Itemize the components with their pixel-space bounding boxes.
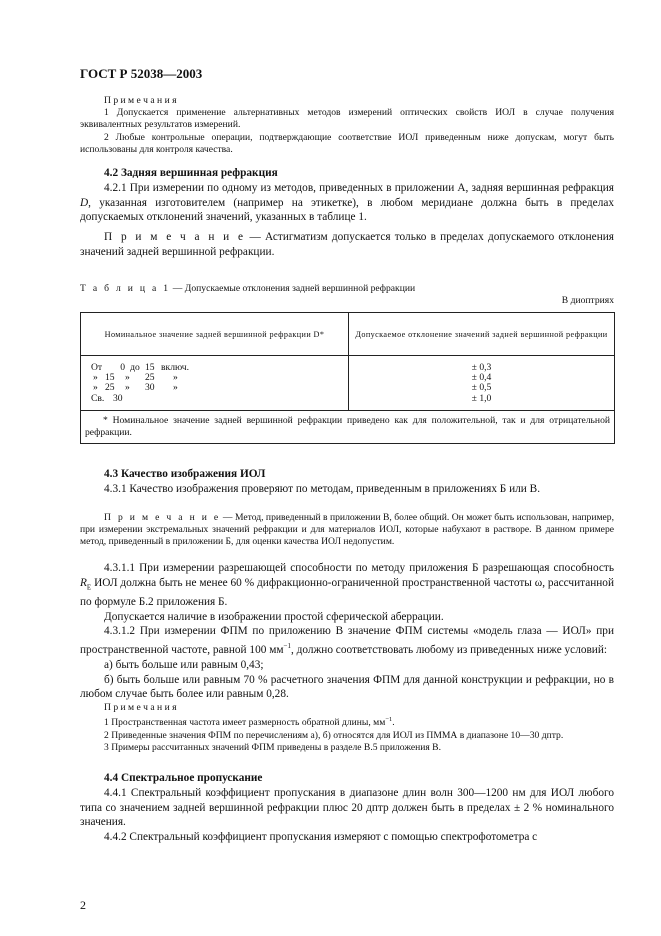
tolerance-table (80, 312, 615, 444)
document-header: ГОСТ Р 52038—2003 (80, 66, 203, 81)
table-caption: Т а б л и ц а 1 — Допускаемые отклонения задней вершинной рефракции (80, 283, 416, 294)
section-4-3-1 (80, 561, 614, 702)
paragraph-4-3-1-2: 4.3.1.2 При измерении ФПМ по приложению В значение ФПМ системы «модель глаза — ИОЛ» при пространственной частоте, равной 100 $мм^{-1}$, должно соответствовать любому из приведенных ниже условий: (80, 625, 614, 656)
tolerance-column (349, 356, 615, 411)
table-caption-block (80, 283, 614, 307)
paragraph-4-4-2: 4.4.2 Спектральный коэффициент пропускания измеряют с помощью спектрофотометра с (104, 831, 538, 844)
section-heading: 4.2 Задняя вершинная рефракция (104, 167, 278, 179)
table-cell: ± 0,4 (471, 372, 492, 384)
note-4-2: П р и м е ч а н и е — Астигматизм допускается только в пределах допускаемого отклонения значений задней вершинной рефракции. (80, 231, 614, 258)
notes-block-2 (80, 702, 614, 754)
section-heading: 4.3 Качество изображения ИОЛ (104, 468, 266, 480)
table-row: » 25 » 30 » (93, 382, 178, 394)
table-row: От 0 до 15 включ. (91, 362, 190, 373)
notes-title: П р и м е ч а н и я (104, 702, 177, 713)
notes-block-1 (80, 95, 614, 156)
table-cell: ± 0,5 (471, 382, 492, 394)
table-cell: ± 1,0 (471, 392, 492, 404)
table-footnote: * Номинальное значение задней вершинной рефракции приведено как для положительной, так и для отрицательной рефракции. (81, 410, 615, 443)
section-4-4 (80, 771, 614, 845)
section-4-3 (80, 467, 614, 497)
note-item: 1 Пространственная частота имеет размерность обратной длины, $мм^{-1}$. (104, 716, 395, 729)
condition-a: а) быть больше или равным 0,43; (104, 658, 264, 671)
note-item: 2 Любые контрольные операции, подтверждающие соответствие ИОЛ приведенным ниже допускам, могут быть использованы для контроля качества. (80, 131, 614, 155)
table-row: » 15 » 25 » (93, 372, 178, 384)
table-units: В диоптриях (561, 295, 614, 307)
paragraph-4-3-1-1: 4.3.1.1 При измерении разрешающей способности по методу приложения Б разрешающая способность $R_E$ ИОЛ должна быть не менее 60 % дифракционно-ограниченной пространственной частоты ω, рассчитанной по формуле Б.2 приложения Б. (80, 562, 614, 608)
note-item: 3 Примеры рассчитанных значений ФПМ приведены в разделе В.5 приложения В. (104, 741, 441, 753)
section-heading: 4.4 Спектральное пропускание (104, 772, 263, 784)
note-4-3: П р и м е ч а н и е — Метод, приведенный в приложении В, более общий. Он может быть использован, например, при измерении экстремальных значений рефракции и для материалов ИОЛ, которые набухают в растворе. В данном примере метод, приведенный в приложении Б, для оценки качества ИОЛ недопустим. (80, 512, 614, 548)
paragraph-4-2-1: 4.2.1 При измерении по одному из методов, приведенных в приложении А, задняя вершинная рефракция D, указанная изготовителем (например на этикетке), в любом меридиане должна быть в пределах допускаемых отклонений значений, указанных в таблице 1. (80, 181, 614, 224)
paragraph-4-3-1: 4.3.1 Качество изображения проверяют по методам, приведенным в приложениях Б или В. (104, 482, 541, 495)
table-header-nominal: Номинальное значение задней вершинной рефракции D* (81, 313, 349, 356)
paragraph-aberration: Допускается наличие в изображении простой сферической аберрации. (104, 610, 444, 623)
table-row: Св. 30 (91, 392, 123, 404)
paragraph-4-4-1: 4.4.1 Спектральный коэффициент пропускания в диапазоне длин волн 300—1200 нм для ИОЛ любого типа со значением задней вершинной рефракции плюс 20 дптр должен быть в пределах ± 2 % номинального значения. (80, 786, 614, 829)
note-label: П р и м е ч а н и е (104, 231, 246, 243)
note-label: П р и м е ч а н и е (104, 512, 221, 523)
table-cell: ± 0,3 (471, 362, 492, 373)
note-item: 2 Приведенные значения ФПМ по перечислениям а), б) относятся для ИОЛ из ПММА в диапазоне 10—30 дптр. (104, 729, 564, 741)
section-4-2 (80, 166, 614, 225)
notes-title: П р и м е ч а н и я (104, 95, 177, 106)
nominal-column (81, 356, 349, 411)
note-item: 1 Допускается применение альтернативных методов измерений оптических свойств ИОЛ в случае получения эквивалентных результатов измерений. (80, 107, 614, 131)
table-header-tolerance: Допускаемое отклонение значений задней вершинной рефракции (349, 313, 615, 356)
page-number: 2 (80, 898, 86, 912)
condition-b: б) быть больше или равным 70 % расчетного значения ФПМ для данной конструкции и рефракции, но в любом случае быть более или равным 0,28. (80, 673, 614, 701)
